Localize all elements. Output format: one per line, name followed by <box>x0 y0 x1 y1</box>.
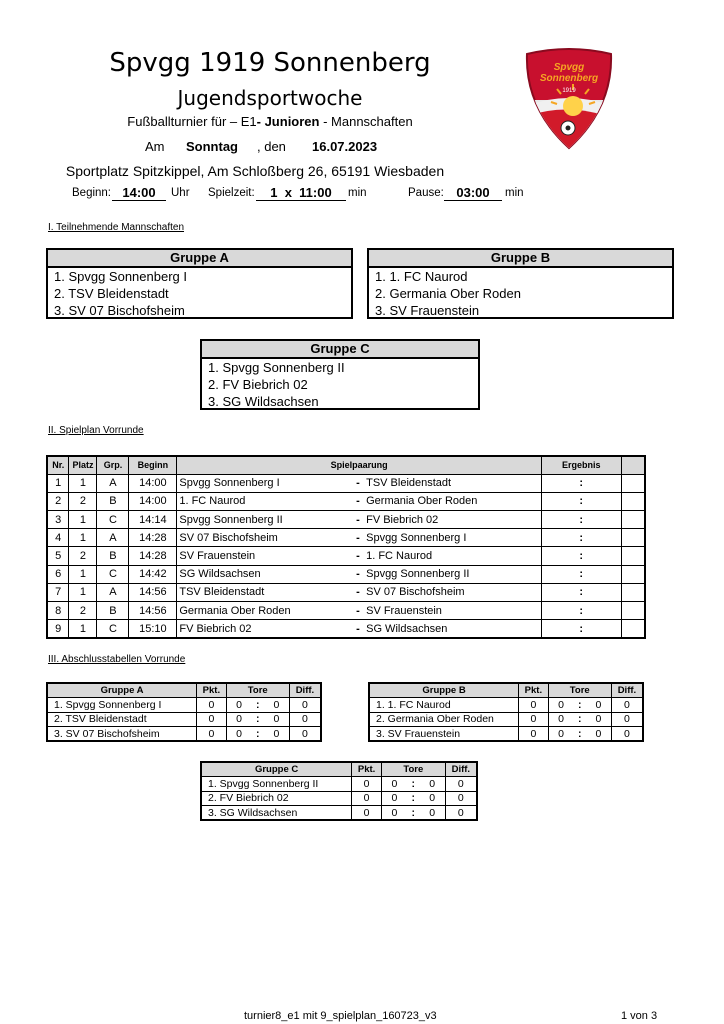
page-title: Spvgg 1919 Sonnenberg <box>109 48 431 78</box>
standings-goals-against: 0 <box>586 727 611 742</box>
schedule-row <box>47 547 645 565</box>
standings-goals-for: 0 <box>548 712 573 727</box>
standings-goals-colon: : <box>573 712 586 727</box>
match-blank <box>621 529 645 547</box>
standings-points: 0 <box>352 777 382 792</box>
match-group: B <box>97 492 129 510</box>
section-teams-heading: I. Teilnehmende Mannschaften <box>48 222 185 233</box>
am-label: Am <box>145 139 165 154</box>
match-away-team: - TSV Bleidenstadt <box>356 474 541 492</box>
venue: Sportplatz Spitzkippel, Am Schloßberg 26, 65191 Wiesbaden <box>65 163 445 179</box>
standings-row <box>201 806 477 821</box>
schedule-row <box>47 529 645 547</box>
standings-team: 2. TSV Bleidenstadt <box>47 712 197 727</box>
match-home-team: 1. FC Naurod <box>177 492 356 510</box>
col-header-ergebnis: Ergebnis <box>541 456 621 474</box>
match-number: 5 <box>47 547 69 565</box>
match-platz: 1 <box>69 511 97 529</box>
group-b-title: Gruppe B <box>369 250 672 268</box>
match-group: B <box>97 602 129 620</box>
pause-label: Pause: <box>408 187 444 199</box>
group-c-title: Gruppe C <box>202 341 478 359</box>
standings-points: 0 <box>519 712 549 727</box>
col-header-diff: Diff. <box>611 683 643 698</box>
standings-group-title: Gruppe B <box>369 683 519 698</box>
standings-row <box>47 712 321 727</box>
standings-team: 2. FV Biebrich 02 <box>201 791 352 806</box>
standings-goals-for: 0 <box>381 806 406 821</box>
match-home-team: FV Biebrich 02 <box>177 620 356 638</box>
schedule-row <box>47 602 645 620</box>
standings-team: 3. SV 07 Bischofsheim <box>47 727 197 742</box>
group-a-team: 1. Spvgg Sonnenberg I <box>54 269 187 284</box>
group-a-box <box>46 248 353 319</box>
standings-header-row <box>201 762 477 777</box>
standings-row <box>369 698 643 713</box>
standings-group-title: Gruppe A <box>47 683 197 698</box>
standings-diff: 0 <box>611 698 643 713</box>
col-header-diff: Diff. <box>445 762 477 777</box>
den-label: , den <box>257 139 286 154</box>
standings-row <box>47 727 321 742</box>
standings-goals-for: 0 <box>226 727 251 742</box>
match-blank <box>621 565 645 583</box>
schedule-row <box>47 492 645 510</box>
group-c-team: 2. FV Biebrich 02 <box>208 377 308 392</box>
match-start-time: 14:28 <box>129 529 177 547</box>
standings-goals-for: 0 <box>548 727 573 742</box>
standings-goals-against: 0 <box>420 806 445 821</box>
match-start-time: 14:14 <box>129 511 177 529</box>
standings-goals-colon: : <box>407 806 420 821</box>
spielzeit-value: 1 x 11:00 <box>256 185 346 201</box>
standings-points: 0 <box>197 698 227 713</box>
schedule-row <box>47 511 645 529</box>
col-header-spielpaarung: Spielpaarung <box>177 456 541 474</box>
match-away-team: - SV Frauenstein <box>356 602 541 620</box>
match-platz: 2 <box>69 492 97 510</box>
match-start-time: 14:28 <box>129 547 177 565</box>
col-header-blank <box>621 456 645 474</box>
group-c-box <box>200 339 480 410</box>
standings-row <box>369 727 643 742</box>
match-blank <box>621 474 645 492</box>
match-number: 2 <box>47 492 69 510</box>
match-group: A <box>97 583 129 601</box>
schedule-row <box>47 565 645 583</box>
group-b-box <box>367 248 674 319</box>
group-b-team: 3. SV Frauenstein <box>375 303 480 318</box>
group-c-team: 3. SG Wildsachsen <box>208 394 319 409</box>
standings-diff: 0 <box>611 727 643 742</box>
match-result: : <box>541 583 621 601</box>
standings-team: 2. Germania Ober Roden <box>369 712 519 727</box>
section-standings-heading: III. Abschlusstabellen Vorrunde <box>48 654 186 665</box>
standings-goals-for: 0 <box>226 698 251 713</box>
group-a-title: Gruppe A <box>48 250 351 268</box>
match-result: : <box>541 492 621 510</box>
col-header-pkt: Pkt. <box>352 762 382 777</box>
standings-team: 3. SV Frauenstein <box>369 727 519 742</box>
standings-points: 0 <box>352 806 382 821</box>
match-start-time: 14:56 <box>129 602 177 620</box>
match-away-team: - FV Biebrich 02 <box>356 511 541 529</box>
standings-team: 1. 1. FC Naurod <box>369 698 519 713</box>
standings-header-row <box>47 683 321 698</box>
match-blank <box>621 511 645 529</box>
standings-goals-against: 0 <box>586 712 611 727</box>
col-header-beginn: Beginn <box>129 456 177 474</box>
match-blank <box>621 547 645 565</box>
schedule-row <box>47 474 645 492</box>
standings-goals-for: 0 <box>381 777 406 792</box>
beginn-unit: Uhr <box>171 187 190 199</box>
standings-team: 3. SG Wildsachsen <box>201 806 352 821</box>
standings-goals-for: 0 <box>381 791 406 806</box>
svg-text:1919: 1919 <box>562 88 576 94</box>
standings-points: 0 <box>197 712 227 727</box>
svg-text:Sonnenberg: Sonnenberg <box>539 73 599 84</box>
match-group: C <box>97 511 129 529</box>
standings-goals-colon: : <box>573 727 586 742</box>
standings-goals-against: 0 <box>264 727 289 742</box>
standings-diff: 0 <box>611 712 643 727</box>
standings-goals-for: 0 <box>226 712 251 727</box>
match-platz: 1 <box>69 565 97 583</box>
match-separator: - <box>356 495 360 508</box>
col-header-pkt: Pkt. <box>197 683 227 698</box>
standings-diff: 0 <box>445 777 477 792</box>
match-separator: - <box>356 531 360 544</box>
standings-points: 0 <box>197 727 227 742</box>
match-blank <box>621 620 645 638</box>
page-subtitle: Jugendsportwoche <box>177 86 363 110</box>
match-start-time: 14:42 <box>129 565 177 583</box>
match-away-team: - SG Wildsachsen <box>356 620 541 638</box>
footer-page-number: 1 von 3 <box>621 1010 658 1022</box>
standings-group-title: Gruppe C <box>201 762 352 777</box>
match-home-team: SV Frauenstein <box>177 547 356 565</box>
match-number: 8 <box>47 602 69 620</box>
match-home-team: Spvgg Sonnenberg I <box>177 474 356 492</box>
match-separator: - <box>356 513 360 526</box>
col-header-grp: Grp. <box>97 456 129 474</box>
beginn-label: Beginn: <box>72 187 112 199</box>
match-platz: 1 <box>69 474 97 492</box>
col-header-pkt: Pkt. <box>519 683 549 698</box>
standings-points: 0 <box>519 727 549 742</box>
standings-row <box>201 777 477 792</box>
day-value: Sonntag <box>186 139 238 154</box>
standings-points: 0 <box>352 791 382 806</box>
standings-table-a <box>46 682 322 742</box>
group-b-team: 2. Germania Ober Roden <box>375 286 521 301</box>
match-number: 1 <box>47 474 69 492</box>
group-a-team: 2. TSV Bleidenstadt <box>54 286 169 301</box>
match-platz: 1 <box>69 620 97 638</box>
match-result: : <box>541 547 621 565</box>
schedule-table <box>46 455 646 639</box>
match-group: A <box>97 529 129 547</box>
match-separator: - <box>356 622 360 635</box>
match-start-time: 15:10 <box>129 620 177 638</box>
schedule-row <box>47 620 645 638</box>
match-platz: 2 <box>69 547 97 565</box>
match-result: : <box>541 565 621 583</box>
standings-team: 1. Spvgg Sonnenberg II <box>201 777 352 792</box>
group-b-team: 1. 1. FC Naurod <box>375 269 468 284</box>
club-crest-logo <box>521 48 617 152</box>
standings-points: 0 <box>519 698 549 713</box>
standings-goals-colon: : <box>573 698 586 713</box>
match-away-team: - Germania Ober Roden <box>356 492 541 510</box>
standings-diff: 0 <box>289 698 321 713</box>
col-header-nr: Nr. <box>47 456 69 474</box>
match-result: : <box>541 529 621 547</box>
standings-goals-against: 0 <box>264 698 289 713</box>
pause-unit: min <box>505 187 524 199</box>
standings-row <box>369 712 643 727</box>
match-separator: - <box>356 477 360 490</box>
standings-goals-colon: : <box>251 698 264 713</box>
col-header-platz: Platz <box>69 456 97 474</box>
match-separator: - <box>356 568 360 581</box>
beginn-value: 14:00 <box>112 185 166 201</box>
col-header-tore: Tore <box>226 683 289 698</box>
match-number: 7 <box>47 583 69 601</box>
match-result: : <box>541 620 621 638</box>
match-result: : <box>541 511 621 529</box>
match-away-team: - SV 07 Bischofsheim <box>356 583 541 601</box>
match-group: B <box>97 547 129 565</box>
standings-goals-against: 0 <box>586 698 611 713</box>
standings-goals-colon: : <box>407 777 420 792</box>
standings-goals-against: 0 <box>420 791 445 806</box>
standings-goals-colon: : <box>251 712 264 727</box>
standings-goals-colon: : <box>407 791 420 806</box>
schedule-row <box>47 583 645 601</box>
standings-goals-colon: : <box>251 727 264 742</box>
svg-text:Spvgg: Spvgg <box>553 62 585 73</box>
match-home-team: SG Wildsachsen <box>177 565 356 583</box>
match-blank <box>621 492 645 510</box>
match-home-team: Germania Ober Roden <box>177 602 356 620</box>
standings-row <box>201 791 477 806</box>
spielzeit-label: Spielzeit: <box>208 187 255 199</box>
match-away-team: - Spvgg Sonnenberg II <box>356 565 541 583</box>
match-number: 6 <box>47 565 69 583</box>
match-start-time: 14:56 <box>129 583 177 601</box>
match-number: 4 <box>47 529 69 547</box>
standings-diff: 0 <box>445 806 477 821</box>
match-separator: - <box>356 586 360 599</box>
match-home-team: TSV Bleidenstadt <box>177 583 356 601</box>
standings-table-c <box>200 761 478 821</box>
match-group: C <box>97 565 129 583</box>
match-start-time: 14:00 <box>129 474 177 492</box>
section-schedule-heading: II. Spielplan Vorrunde <box>48 425 144 436</box>
match-number: 9 <box>47 620 69 638</box>
match-platz: 2 <box>69 602 97 620</box>
standings-diff: 0 <box>445 791 477 806</box>
date-value: 16.07.2023 <box>312 139 378 154</box>
match-platz: 1 <box>69 529 97 547</box>
col-header-tore: Tore <box>381 762 445 777</box>
match-away-team: - 1. FC Naurod <box>356 547 541 565</box>
group-a-team: 3. SV 07 Bischofsheim <box>54 303 185 318</box>
standings-goals-against: 0 <box>420 777 445 792</box>
match-home-team: SV 07 Bischofsheim <box>177 529 356 547</box>
standings-team: 1. Spvgg Sonnenberg I <box>47 698 197 713</box>
match-result: : <box>541 474 621 492</box>
match-separator: - <box>356 550 360 563</box>
match-away-team: - Spvgg Sonnenberg I <box>356 529 541 547</box>
match-group: C <box>97 620 129 638</box>
standings-header-row <box>369 683 643 698</box>
footer-filename: turnier8_e1 mit 9_spielplan_160723_v3 <box>244 1010 437 1022</box>
col-header-diff: Diff. <box>289 683 321 698</box>
standings-diff: 0 <box>289 727 321 742</box>
match-start-time: 14:00 <box>129 492 177 510</box>
match-number: 3 <box>47 511 69 529</box>
standings-row <box>47 698 321 713</box>
schedule-header-row <box>47 456 645 474</box>
match-group: A <box>97 474 129 492</box>
match-blank <box>621 583 645 601</box>
col-header-tore: Tore <box>548 683 611 698</box>
match-platz: 1 <box>69 583 97 601</box>
standings-diff: 0 <box>289 712 321 727</box>
match-separator: - <box>356 604 360 617</box>
standings-goals-for: 0 <box>548 698 573 713</box>
match-home-team: Spvgg Sonnenberg II <box>177 511 356 529</box>
standings-goals-against: 0 <box>264 712 289 727</box>
tournament-description: Fußballturnier für – E1- Junioren - Mannschaften <box>127 114 413 129</box>
pause-value: 03:00 <box>444 185 502 201</box>
spielzeit-unit: min <box>348 187 367 199</box>
match-blank <box>621 602 645 620</box>
standings-table-b <box>368 682 644 742</box>
match-result: : <box>541 602 621 620</box>
group-c-team: 1. Spvgg Sonnenberg II <box>208 360 345 375</box>
